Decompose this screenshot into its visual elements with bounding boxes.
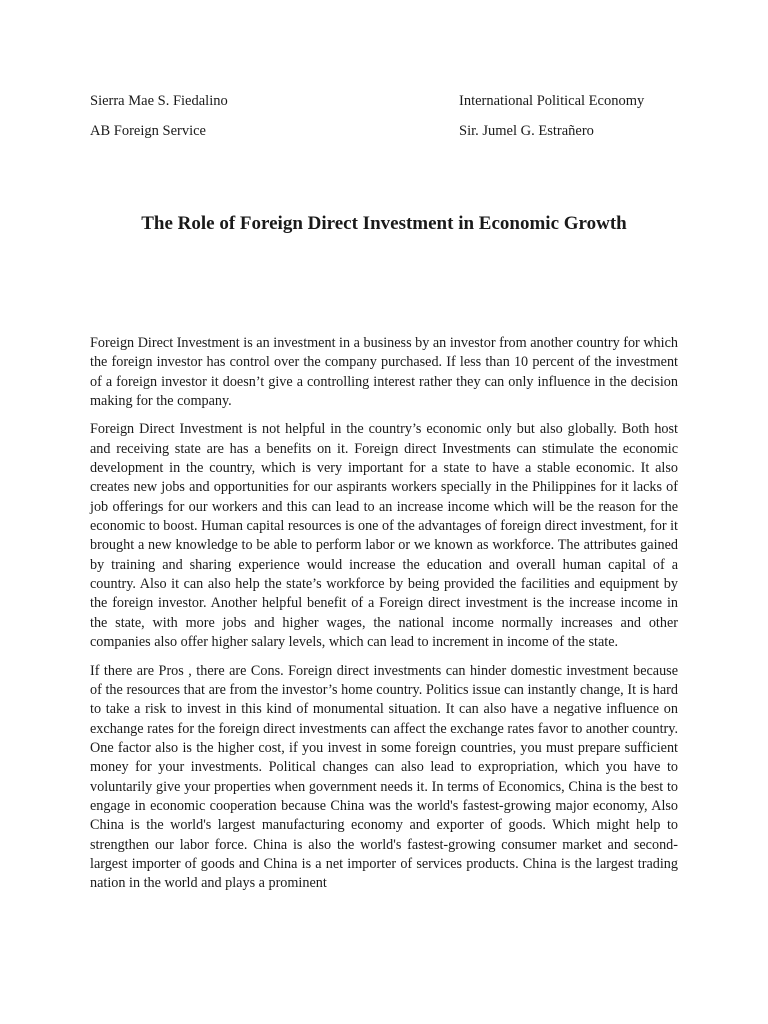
course-name: International Political Economy bbox=[459, 93, 645, 109]
header-row-2 bbox=[90, 121, 690, 141]
document-title: The Role of Foreign Direct Investment in Economic Growth bbox=[141, 213, 627, 234]
author-name: Sierra Mae S. Fiedalino bbox=[90, 93, 228, 109]
document-body bbox=[90, 334, 678, 903]
instructor-name: Sir. Jumel G. Estrañero bbox=[459, 123, 594, 139]
program-name: AB Foreign Service bbox=[90, 123, 206, 139]
header-row-1 bbox=[90, 91, 690, 111]
paragraph-3: If there are Pros , there are Cons. Foreign direct investments can hinder domestic investment because of the resources that are from the investor’s home country. Politics issue can instantly change, It is hard to take a risk to invest in this kind of monumental situation. It can also have a negative influence on exchange rates for the foreign direct investments can affect the exchange rates favor to another country. One factor also is the higher cost, if you invest in some foreign countries, you must prepare sufficient money for your investments. Political changes can also lead to expropriation, which you have to voluntarily give your properties when government needs it. In terms of Economics, China is the best to engage in economic cooperation because China was the world's fastest-growing major economy, Also China is the world's largest manufacturing economy and exporter of goods. Which might help to strengthen our labor force. China is also the world's fastest-growing consumer market and second-largest importer of goods and China is a net importer of services products. China is the largest trading nation in the world and plays a prominent bbox=[90, 662, 678, 892]
paragraph-2: Foreign Direct Investment is not helpful in the country’s economic only but also globally. Both host and receiving state are has a benefits on it. Foreign direct Investments can stimulate the economic development in the country, which is very important for a state to have a stable economic. It also creates new jobs and opportunities for our aspirants workers specially in the Philippines for it lacks of job offerings for our workers and this can lead to an increase income which will be the reason for the economic to boost. Human capital resources is one of the advantages of foreign direct investment, for it brought a new knowledge to be able to perform labor or we known as workforce. The attributes gained by training and sharing experience would increase the education and overall human capital of a country. Also it can also help the state’s workforce by being provided the facilities and equipment by the foreign investor. Another helpful benefit of a Foreign direct investment is the increase income in the state, with more jobs and higher wages, the national income normally increases and other companies also offer higher salary levels, which can lead to increment in income of the state. bbox=[90, 421, 678, 651]
document-header bbox=[90, 91, 690, 151]
paragraph-1: Foreign Direct Investment is an investment in a business by an investor from another country for which the foreign investor has control over the company purchased. If less than 10 percent of the investment of a foreign investor it doesn’t give a controlling interest rather they can only influence in the decision making for the company. bbox=[90, 335, 678, 410]
